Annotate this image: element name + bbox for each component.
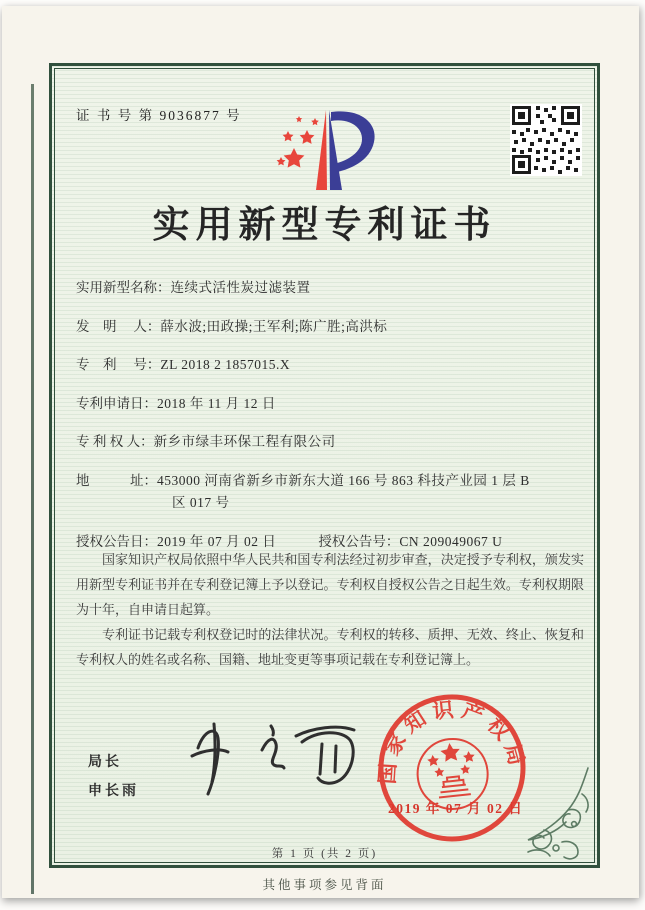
field-label: 地 址： — [76, 472, 157, 488]
certificate-number: 证 书 号 第 9036877 号 — [76, 108, 242, 123]
field-label: 专 利 权 人： — [76, 434, 154, 449]
field-label: 实用新型名称： — [76, 280, 171, 295]
field-inventors — [76, 317, 581, 336]
page-number: 第 1 页 (共 2 页) — [271, 848, 378, 860]
certificate-page — [2, 6, 639, 898]
qr-code-icon — [510, 104, 582, 176]
legal-text — [76, 548, 584, 673]
director-block — [88, 748, 139, 806]
director-label: 局长 — [88, 755, 122, 770]
field-value: ZL 2018 2 1857015.X — [160, 357, 291, 372]
back-side-note: 其他事项参见背面 — [262, 878, 387, 892]
director-name: 申长雨 — [88, 784, 139, 799]
certificate-title: 实用新型专利证书 — [152, 205, 497, 246]
field-label2: 授权公告号： — [318, 533, 400, 549]
field-filing-date — [76, 394, 581, 413]
field-value2: CN 209049067 U — [399, 533, 503, 549]
seal-date: 2019 年 07 月 02 日 — [388, 801, 524, 816]
legal-paragraph-2: 专利证书记载专利权登记时的法律状况。专利权的转移、质押、无效、终止、恢复和专利权人的姓名或名称、国籍、地址变更等事项记载在专利登记簿上。 — [76, 626, 584, 667]
legal-paragraph-1: 国家知识产权局依照中华人民共和国专利法经过初步审查，决定授予专利权，颁发实用新型专利证书并在专利登记簿上予以登记。专利权自授权公告之日起生效。专利权期限为十年，自申请日起算。 — [76, 552, 584, 617]
seal-text: 国家知识产权局 — [374, 696, 531, 785]
field-value: 连续式活性炭过滤装置 — [170, 280, 311, 295]
field-label: 授权公告日： — [76, 533, 157, 549]
field-value: 2018 年 11 月 12 日 — [157, 395, 276, 411]
corner-flourish-icon — [498, 758, 594, 862]
field-patentee — [76, 432, 581, 451]
field-patent-name — [76, 278, 581, 297]
field-value: 新乡市绿丰环保工程有限公司 — [153, 434, 336, 449]
director-signature — [170, 706, 380, 816]
field-value: 薛水波;田政操;王军利;陈广胜;高洪标 — [160, 318, 388, 334]
field-address — [76, 471, 581, 490]
certificate-frame — [49, 63, 600, 868]
field-label: 专利申请日： — [76, 395, 157, 411]
book-spine-edge — [31, 84, 34, 894]
cnipa-logo-icon — [274, 104, 386, 198]
field-patent-number — [76, 355, 581, 374]
field-label: 专 利 号： — [76, 357, 161, 372]
fields-block — [76, 278, 581, 570]
field-value: 453000 河南省新乡市新东大道 166 号 863 科技产业园 1 层 B — [157, 472, 530, 488]
field-address-line2: 区 017 号 — [172, 495, 230, 510]
field-value: 2019 年 07 月 02 日 — [157, 533, 277, 549]
field-label: 发 明 人： — [76, 318, 161, 334]
